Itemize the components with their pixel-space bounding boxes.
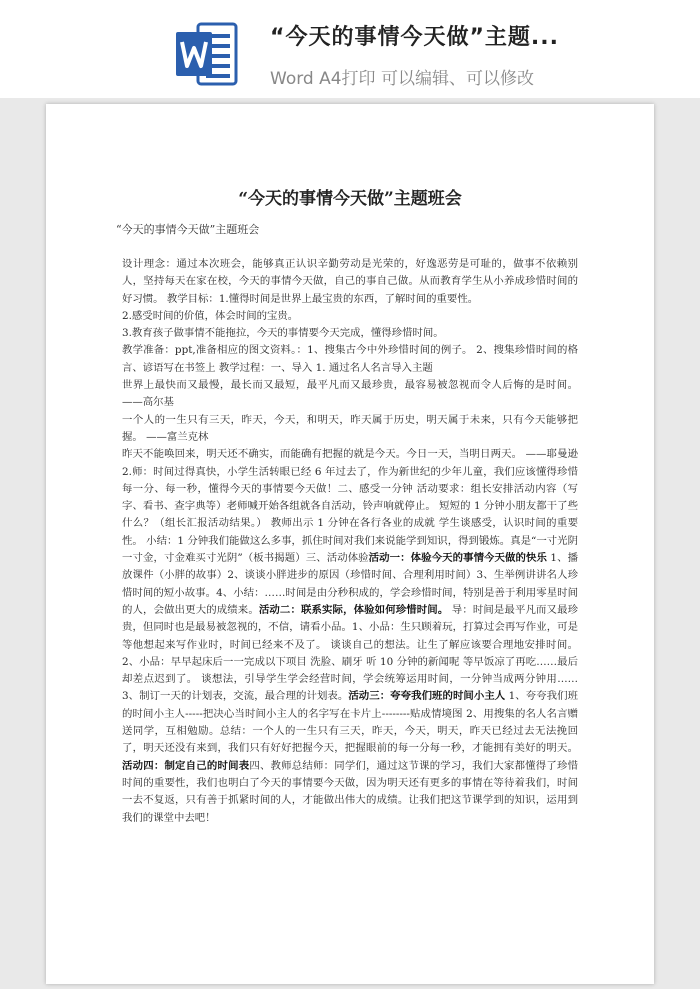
word-document-icon [176,22,238,86]
paragraph-goal-3: 3.教育孩子做事情不能拖拉，今天的事情要今天完成，懂得珍惜时间。 [122,327,444,340]
header-subtitle: Word A4打印 可以编辑、可以修改 [270,69,534,89]
activities-text-4: 1、夸夸我们班的时间小主人-----把决心当时间小主人的名字写在卡片上--------贴成情境图 2、用搜集的名人名言赠送同学，互相勉励。总结：一个人的一生只有三天，昨天，今天，明天，昨天已经过去无法挽回了，明天还没有来到，我们只有好好把握今天，把握眼前的每一分每一秒，才能拥有美好的明天。 [122,690,578,755]
paragraph-design-concept: 设计理念：通过本次班会，能够真正认识辛勤劳动是光荣的，好逸恶劳是可耻的，做事不依赖别人，坚持每天在家在校，今天的事情今天做，自己的事自己做。从而教育学生从小养成珍惜时间的好习惯。 教学目标：1.懂得时间是世界上最宝贵的东西，了解时间的重要性。 [122,258,578,305]
activity-three-heading: 活动三：夸夸我们班的时间小主人 [348,690,506,703]
activities-text-5: 四、教师总结师：同学们，通过这节课的学习，我们大家都懂得了珍惜时间的重要性，我们也明白了今天的事情要今天做，因为明天还有更多的事情在等待着我们，时间一去不复返，只有善于抓紧时间的人，才能做出伟大的成绩。让我们把这节课学到的知识，运用到我们的课堂中去吧！ [122,759,579,824]
paragraph-quote-franklin: 一个人的一生只有三天，昨天，今天，和明天，昨天属于历史，明天属于未来，只有今天能够把握。 ——富兰克林 [122,413,578,443]
paragraph-preparation: 教学准备：ppt,准备相应的图文资料。：1、搜集古今中外珍惜时间的例子。 2、搜集珍惜时间的格言、谚语写在书签上 教学过程：一、导入 1. 通过名人名言导入主题 [122,344,578,374]
document-subtitle: “今天的事情今天做”主题班会 [116,223,260,236]
paragraph-quote-gorky: 世界上最快而又最慢，最长而又最短，最平凡而又最珍贵，最容易被忽视而令人后悔的是时间。 ——高尔基 [122,379,578,409]
document-body [122,256,578,827]
header-title: “今天的事情今天做”主题... [270,25,559,50]
activities-text-3: 导：时间是最平凡而又最珍贵，但同时也是最易被忽视的，不信，请看小品。1、小品：生只顾着玩，打算过会再写作业，可是等他想起来写作业时，时间已经来不及了。 谈谈自己的想法。让生了解应该要合理地安排时间。2、小品：早早起床后一一完成以下项目 洗脸、刷牙 听 10 分钟的新闻呢 等早饭凉了再吃……最后却差点迟到了。 谈想法，引导学生学会经营时间，学会统筹运用时间，一分钟当成两分钟用……3、制订一天的计划表，交流，最合理的计划表。 [122,603,578,703]
activity-one-heading: 活动一：体验今天的事情今天做的快乐 [368,552,547,565]
activities-text-1: 昨天不能唤回来，明天还不确实，而能确有把握的就是今天。今日一天，当明日两天。 ——耶曼逊 2.师：时间过得真快，小学生活转眼已经 6 年过去了，作为新世纪的少年儿童，我们应该懂得珍惜每一分、每一秒，懂得今天的事情要今天做！二、感受一分钟 活动要求：组长安排活动内容（写字、看书、查字典等）老师喊开始各组就各自活动，铃声响就停止。 短短的 1 分钟小朋友都干了些什么？（组长汇报活动结果。） 教师出示 1 分钟在各行各业的成就 学生谈感受，认识时间的重要性。 小结：1 分钟我们能做这么多事，抓住时间对我们来说能学到知识，得到锻炼。真是“一寸光阴一寸金，寸金难买寸光阴”（板书揭题）三、活动体验 [122,448,578,565]
document-page [46,104,654,984]
activities-text-2: 1、播放课件（小胖的故事）2、谈谈小胖进步的原因（珍惜时间、合理利用时间）3、生举例讲讲名人珍惜时间的短小故事。4、小结：……时间是由分秒积成的，学会珍惜时间，特别是善于利用零星时间的人，会做出更大的成绩来。 [122,552,578,616]
activity-two-heading: 活动二：联系实际，体验如何珍惜时间。 [258,603,449,616]
paragraph-activities [122,446,578,827]
paragraph-goal-2: 2.感受时间的价值，体会时间的宝贵。 [122,309,299,322]
document-title: “今天的事情今天做”主题班会 [238,189,462,209]
header-bar [0,0,700,98]
activity-four-heading: 活动四：制定自己的时间表 [122,759,250,772]
